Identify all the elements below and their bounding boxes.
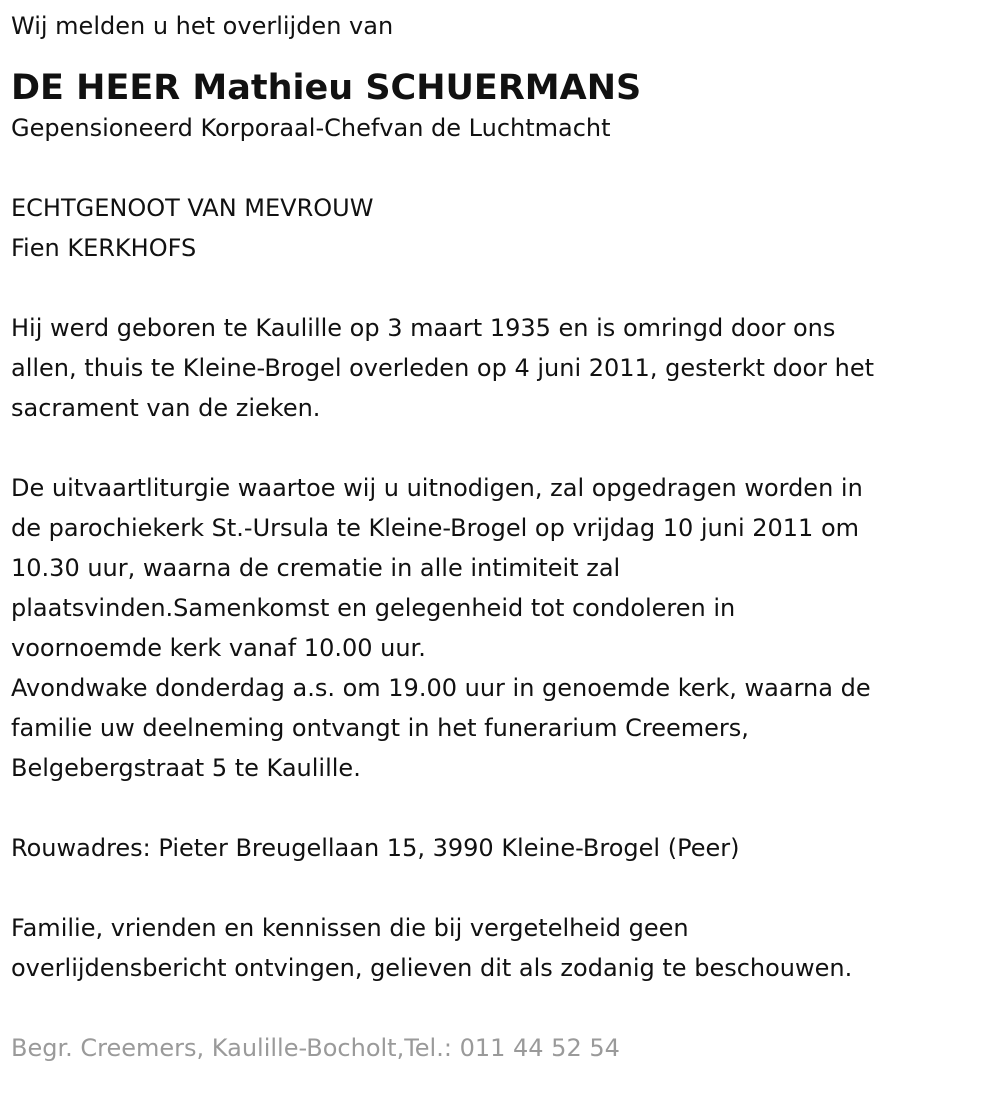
undertaker-footer: Begr. Creemers, Kaulille-Bocholt,Tel.: 011 44 52 54 bbox=[11, 1034, 620, 1062]
paragraph-line: 10.30 uur, waarna de crematie in alle intimiteit zal bbox=[11, 554, 621, 582]
notice-intro: Wij melden u het overlijden van bbox=[11, 12, 394, 40]
spacer bbox=[11, 988, 990, 1028]
paragraph-line: Familie, vrienden en kennissen die bij vergetelheid geen bbox=[11, 914, 689, 942]
spacer bbox=[11, 428, 990, 468]
paragraph-line: plaatsvinden.Samenkomst en gelegenheid tot condoleren in bbox=[11, 594, 736, 622]
funeral-paragraph bbox=[11, 468, 990, 788]
spouse-label: ECHTGENOOT VAN MEVROUW bbox=[11, 194, 374, 222]
spacer bbox=[11, 148, 990, 188]
spacer bbox=[11, 868, 990, 908]
closing-paragraph bbox=[11, 908, 990, 988]
paragraph-line: Belgebergstraat 5 te Kaulille. bbox=[11, 754, 361, 782]
paragraph-line: Avondwake donderdag a.s. om 19.00 uur in genoemde kerk, waarna de bbox=[11, 674, 871, 702]
paragraph-line: overlijdensbericht ontvingen, gelieven dit als zodanig te beschouwen. bbox=[11, 954, 853, 982]
spouse-name: Fien KERKHOFS bbox=[11, 234, 197, 262]
deceased-title: Gepensioneerd Korporaal-Chefvan de Luchtmacht bbox=[11, 114, 611, 142]
deceased-name: DE HEER Mathieu SCHUERMANS bbox=[11, 68, 642, 108]
birth-death-paragraph bbox=[11, 308, 990, 428]
mourning-address: Rouwadres: Pieter Breugellaan 15, 3990 Kleine-Brogel (Peer) bbox=[11, 834, 740, 862]
paragraph-line: voornoemde kerk vanaf 10.00 uur. bbox=[11, 634, 426, 662]
spacer bbox=[11, 268, 990, 308]
paragraph-line: Hij werd geboren te Kaulille op 3 maart 1935 en is omringd door ons bbox=[11, 314, 836, 342]
paragraph-line: de parochiekerk St.-Ursula te Kleine-Brogel op vrijdag 10 juni 2011 om bbox=[11, 514, 860, 542]
spacer bbox=[11, 788, 990, 828]
paragraph-line: allen, thuis te Kleine-Brogel overleden op 4 juni 2011, gesterkt door het bbox=[11, 354, 875, 382]
paragraph-line: De uitvaartliturgie waartoe wij u uitnodigen, zal opgedragen worden in bbox=[11, 474, 863, 502]
paragraph-line: familie uw deelneming ontvangt in het funerarium Creemers, bbox=[11, 714, 749, 742]
paragraph-line: sacrament van de zieken. bbox=[11, 394, 321, 422]
